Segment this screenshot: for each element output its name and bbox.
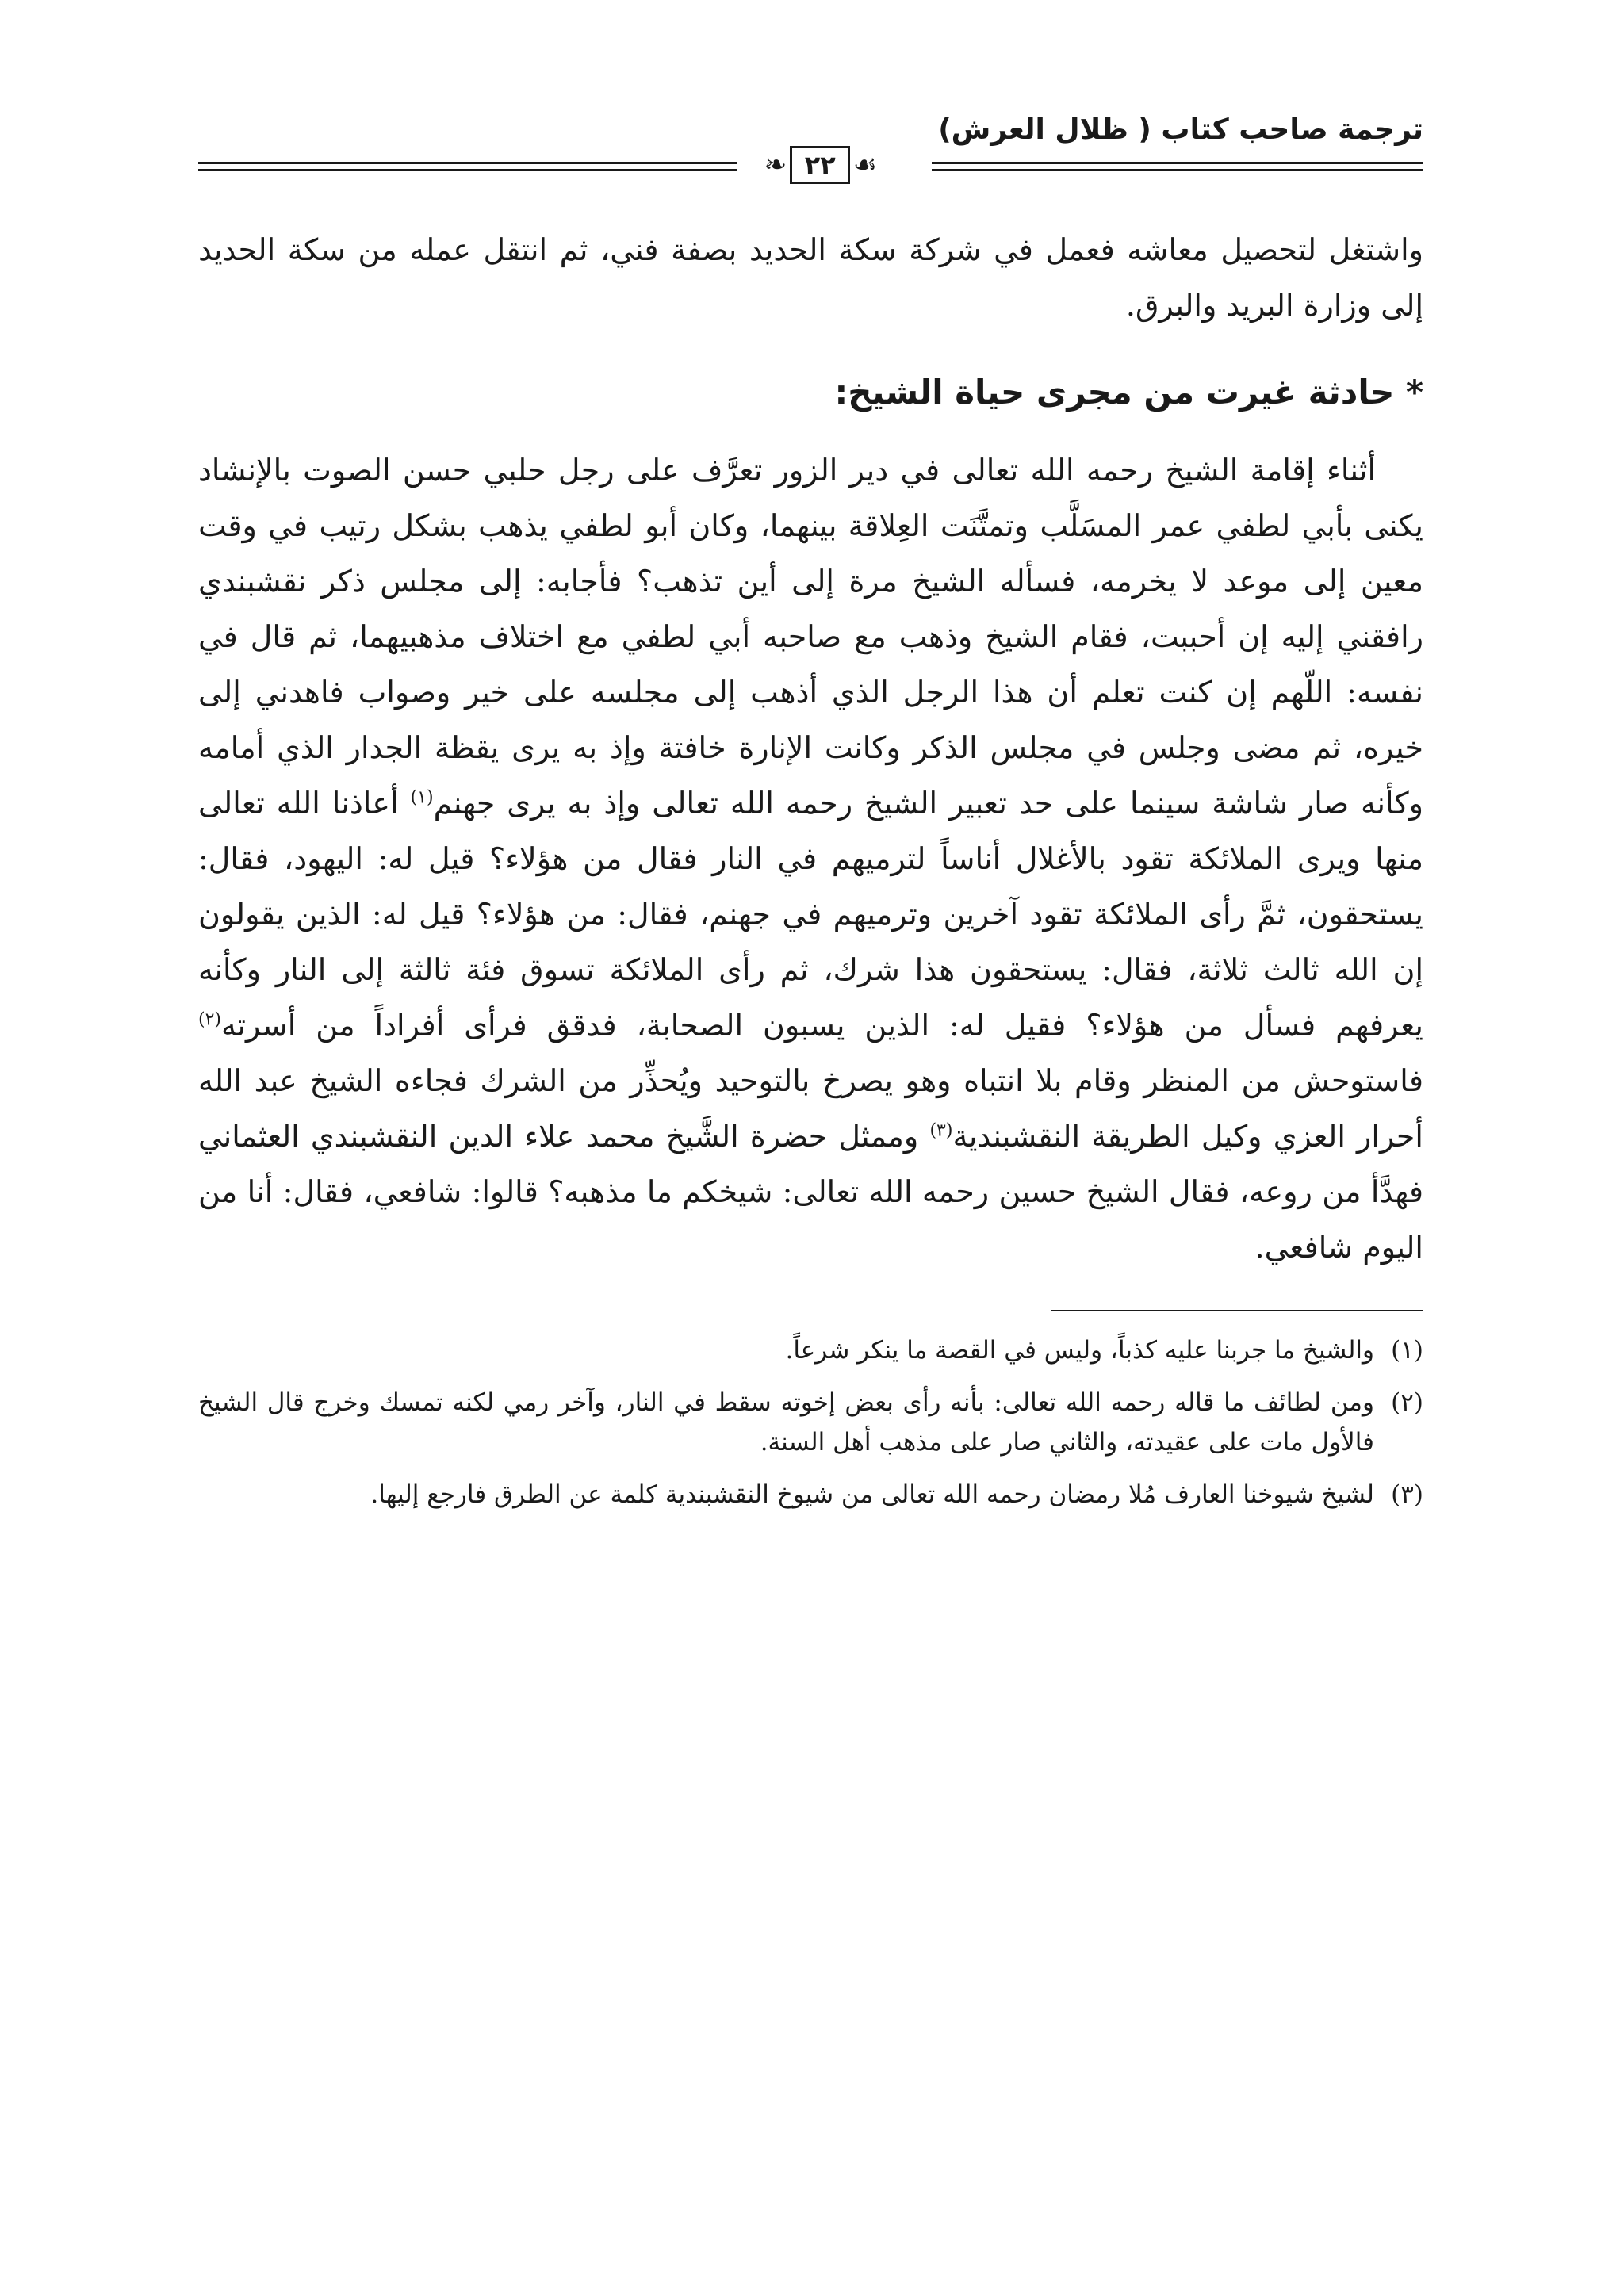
ornament-right-icon: ☙ — [852, 149, 878, 181]
paragraph-2 — [198, 442, 1423, 1275]
footnote-3 — [198, 1475, 1423, 1514]
paragraph-1: واشتغل لتحصيل معاشه فعمل في شركة سكة الحديد بصفة فني، ثم انتقل عمله من سكة الحديد إلى وزارة البريد والبرق. — [198, 232, 1423, 323]
footnote-ref-1[interactable]: (١) — [410, 787, 434, 808]
footnote-1 — [198, 1330, 1423, 1370]
footnote-separator — [1051, 1310, 1423, 1311]
footnote-ref-2[interactable]: (٢) — [198, 1009, 222, 1030]
ornament-left-icon: ❧ — [764, 149, 787, 181]
footnote-text: والشيخ ما جربنا عليه كذباً، وليس في القصة ما ينكر شرعاً. — [785, 1336, 1374, 1365]
book-page — [198, 111, 1423, 1527]
page-header — [198, 111, 1423, 181]
footnotes — [198, 1330, 1423, 1514]
footnote-number: (٢) — [1391, 1388, 1423, 1417]
footnote-ref-3[interactable]: (٣) — [929, 1120, 953, 1141]
running-title: ترجمة صاحب كتاب ( ظلال العرش) — [938, 113, 1423, 146]
footnote-text: لشيخ شيوخنا العارف مُلا رمضان رحمه الله تعالى من شيوخ النقشبندية كلمة عن الطرق فارجع إليها. — [370, 1480, 1374, 1509]
footnote-number: (٣) — [1391, 1480, 1423, 1509]
header-rule-left — [198, 162, 737, 171]
paragraph-2-part-2: أعاذنا الله تعالى منها ويرى الملائكة تقود بالأغلال أناساً لترميهم في النار فقال من هؤلاء؟ قيل له: اليهود، فقال: يستحقون، ثمَّ رأى الملائكة تقود آخرين وترميهم في جهنم، فقال: من هؤلاء؟ قيل له: الذين يقولون إن الله ثالث ثلاثة، فقال: يستحقون هذا شرك، ثم رأى الملائكة تسوق فئة ثالثة إلى النار وكأنه يعرفهم فسأل من هؤلاء؟ فقيل له: الذين يسبون الصحابة، فدقق فرأى أفراداً من أسرته — [198, 786, 1424, 1043]
paragraph-2-part-1: أثناء إقامة الشيخ رحمه الله تعالى في دير الزور تعرَّف على رجل حلبي حسن الصوت بالإنشاد يكنى بأبي لطفي عمر المسَلَّب وتمتَّنَت العِلاقة بينهما، وكان أبو لطفي يذهب بشكل رتيب في وقت معين إلى موعد لا يخرمه، فسأله الشيخ مرة إلى أين تذهب؟ فأجابه: إلى مجلس ذكر نقشبندي رافقني إليه إن أحببت، فقام الشيخ وذهب مع صاحبه أبي لطفي مع اختلاف مذهبيهما، ثم قال في نفسه: اللّهم إن كنت تعلم أن هذا الرجل الذي أذهب إلى مجلسه على خير وصواب فاهدني إلى خيره، ثم مضى وجلس في مجلس الذكر وكانت الإنارة خافتة وإذ به يرى يقظة الجدار الذي أمامه وكأنه صار شاشة سينما على حد تعبير الشيخ رحمه الله تعالى وإذ به يرى جهنم — [198, 453, 1424, 821]
header-rule-right — [932, 162, 1423, 171]
footnote-number: (١) — [1391, 1336, 1423, 1365]
body-text — [198, 222, 1423, 1275]
paragraph-2-part-3: فاستوحش من المنظر وقام بلا انتباه وهو يصرخ بالتوحيد ويُحذِّر من الشرك فجاءه الشيخ عبد الله أحرار العزي وكيل الطريقة النقشبندية — [198, 1063, 1423, 1154]
footnote-2 — [198, 1383, 1423, 1462]
paragraph-2-part-4: وممثل حضرة الشَّيخ محمد علاء الدين النقشبندي العثماني فهدَّأ من روعه، فقال الشيخ حسين رحمه الله تعالى: شيخكم ما مذهبه؟ قالوا: شافعي، فقال: أنا من اليوم شافعي. — [198, 1119, 1423, 1265]
footnote-text: ومن لطائف ما قاله رحمه الله تعالى: بأنه رأى بعض إخوته سقط في النار، وآخر رمي لكنه تمسك وخرج قال الشيخ فالأول مات على عقيدته، والثاني صار على مذهب أهل السنة. — [198, 1388, 1374, 1457]
section-heading: * حادثة غيرت من مجرى حياة الشيخ: — [834, 373, 1423, 412]
page-number-frame — [764, 144, 878, 186]
page-number: ٢٢ — [790, 146, 850, 184]
